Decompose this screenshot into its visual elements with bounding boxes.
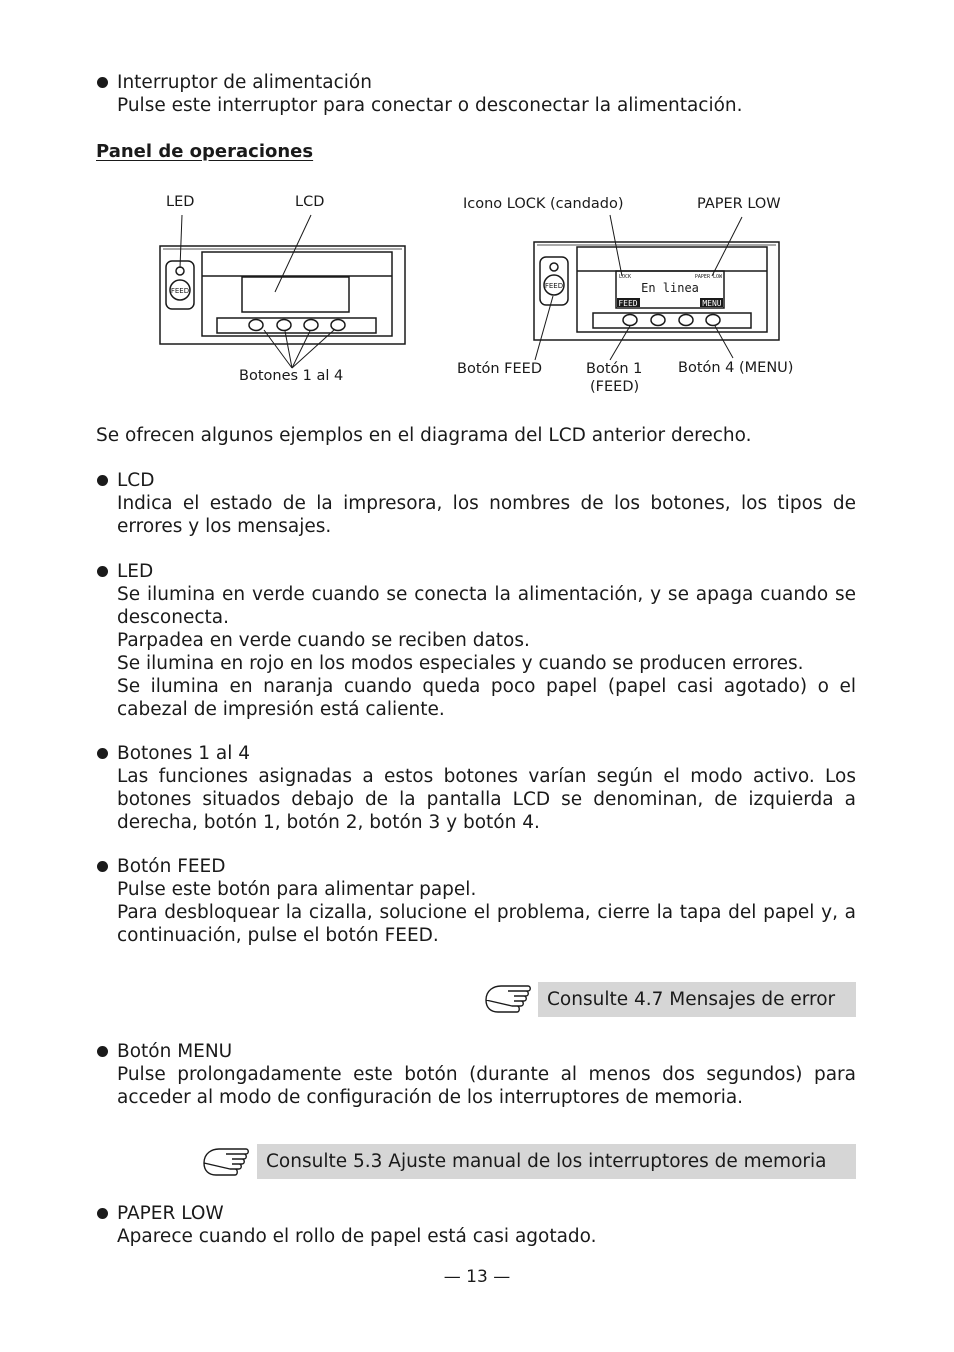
ref-error-messages[interactable]: Consulte 4.7 Mensajes de error xyxy=(538,982,856,1017)
lcd-desc: Indica el estado de la impresora, los nombres de los botones, los tipos de errores y los mensajes. xyxy=(117,493,856,537)
lcd-main-text: En linea xyxy=(641,281,699,295)
left-button-1 xyxy=(249,320,263,331)
label-feed-button: Botón FEED xyxy=(457,361,543,377)
lcd-paperlow-text: PAPER LOW xyxy=(694,274,722,280)
paper-low-desc: Aparece cuando el rollo de papel está casi agotado. xyxy=(117,1226,597,1247)
lcd-title: LCD xyxy=(96,469,856,492)
led-section xyxy=(96,560,856,721)
feed-line-1: Pulse este botón para alimentar papel. xyxy=(117,879,477,900)
left-lcd-screen xyxy=(242,277,349,312)
feed-section xyxy=(96,855,856,947)
left-led-shape xyxy=(176,267,184,275)
lcd-section xyxy=(96,469,856,538)
led-line-3: Se ilumina en rojo en los modos especiales y cuando se producen errores. xyxy=(117,653,804,674)
right-led-shape xyxy=(550,263,558,271)
pointing-hand-icon xyxy=(484,982,534,1018)
left-button-2 xyxy=(277,320,291,331)
menu-section xyxy=(96,1040,856,1109)
right-feed-text: FEED xyxy=(544,282,564,290)
label-buttons-1-4: Botones 1 al 4 xyxy=(239,368,344,384)
left-panel-outline xyxy=(160,246,405,344)
right-button-1 xyxy=(623,315,637,326)
label-button-4: Botón 4 (MENU) xyxy=(678,360,794,376)
menu-title: Botón MENU xyxy=(96,1040,856,1063)
paper-low-title: PAPER LOW xyxy=(96,1202,856,1225)
label-lcd: LCD xyxy=(295,194,325,210)
label-lock-icon: Icono LOCK (candado) xyxy=(463,196,624,212)
page-number: — 13 — xyxy=(443,1267,511,1287)
buttons-title: Botones 1 al 4 xyxy=(96,742,856,765)
left-buttons-strip xyxy=(217,318,376,333)
lcd-left-key-text: FEED xyxy=(618,299,638,308)
left-button-4 xyxy=(331,320,345,331)
paper-low-section xyxy=(96,1202,856,1248)
right-buttons-strip xyxy=(593,313,751,328)
power-switch-desc: Pulse este interruptor para conectar o desconectar la alimentación. xyxy=(117,95,743,116)
feed-line-2: Para desbloquear la cizalla, solucione el problema, cierre la tapa del papel y, a continuación, pulse el botón FEED. xyxy=(117,902,856,946)
led-line-4: Se ilumina en naranja cuando queda poco papel (papel casi agotado) o el cabezal de impresión está caliente. xyxy=(117,676,856,720)
led-line-2: Parpadea en verde cuando se reciben datos. xyxy=(117,630,530,651)
left-feed-text: FEED xyxy=(170,287,190,295)
menu-desc: Pulse prolongadamente este botón (durante al menos dos segundos) para acceder al modo de configuración de los interruptores de memoria. xyxy=(117,1064,856,1108)
feed-title: Botón FEED xyxy=(96,855,856,878)
intro-text: Se ofrecen algunos ejemplos en el diagrama del LCD anterior derecho. xyxy=(96,425,752,446)
label-led: LED xyxy=(166,194,195,210)
label-button-1: Botón 1 xyxy=(586,361,643,377)
panel-heading: Panel de operaciones xyxy=(96,141,314,162)
left-feed-button-shape xyxy=(166,261,194,309)
pointing-hand-icon xyxy=(202,1145,252,1181)
led-line-1: Se ilumina en verde cuando se conecta la alimentación, y se apaga cuando se desconecta. xyxy=(117,584,856,628)
left-button-3 xyxy=(304,320,318,331)
right-button-3 xyxy=(679,315,693,326)
led-title: LED xyxy=(96,560,856,583)
lcd-lock-icon-text: LOCK xyxy=(619,274,632,280)
ref-memory-switches[interactable]: Consulte 5.3 Ajuste manual de los interruptores de memoria xyxy=(257,1144,856,1179)
right-button-2 xyxy=(651,315,665,326)
label-paper-low: PAPER LOW xyxy=(697,196,781,212)
lcd-right-key-text: MENU xyxy=(702,299,722,308)
right-button-4 xyxy=(706,315,720,326)
buttons-section xyxy=(96,742,856,834)
label-button-1-feed: (FEED) xyxy=(590,379,640,395)
power-switch-title: Interruptor de alimentación xyxy=(96,71,856,94)
buttons-desc: Las funciones asignadas a estos botones varían según el modo activo. Los botones situados debajo de la pantalla LCD se denominan, de izquierda a derecha, botón 1, botón 2, botón 3 y botón 4. xyxy=(117,766,856,833)
left-lcd-area xyxy=(202,252,392,336)
